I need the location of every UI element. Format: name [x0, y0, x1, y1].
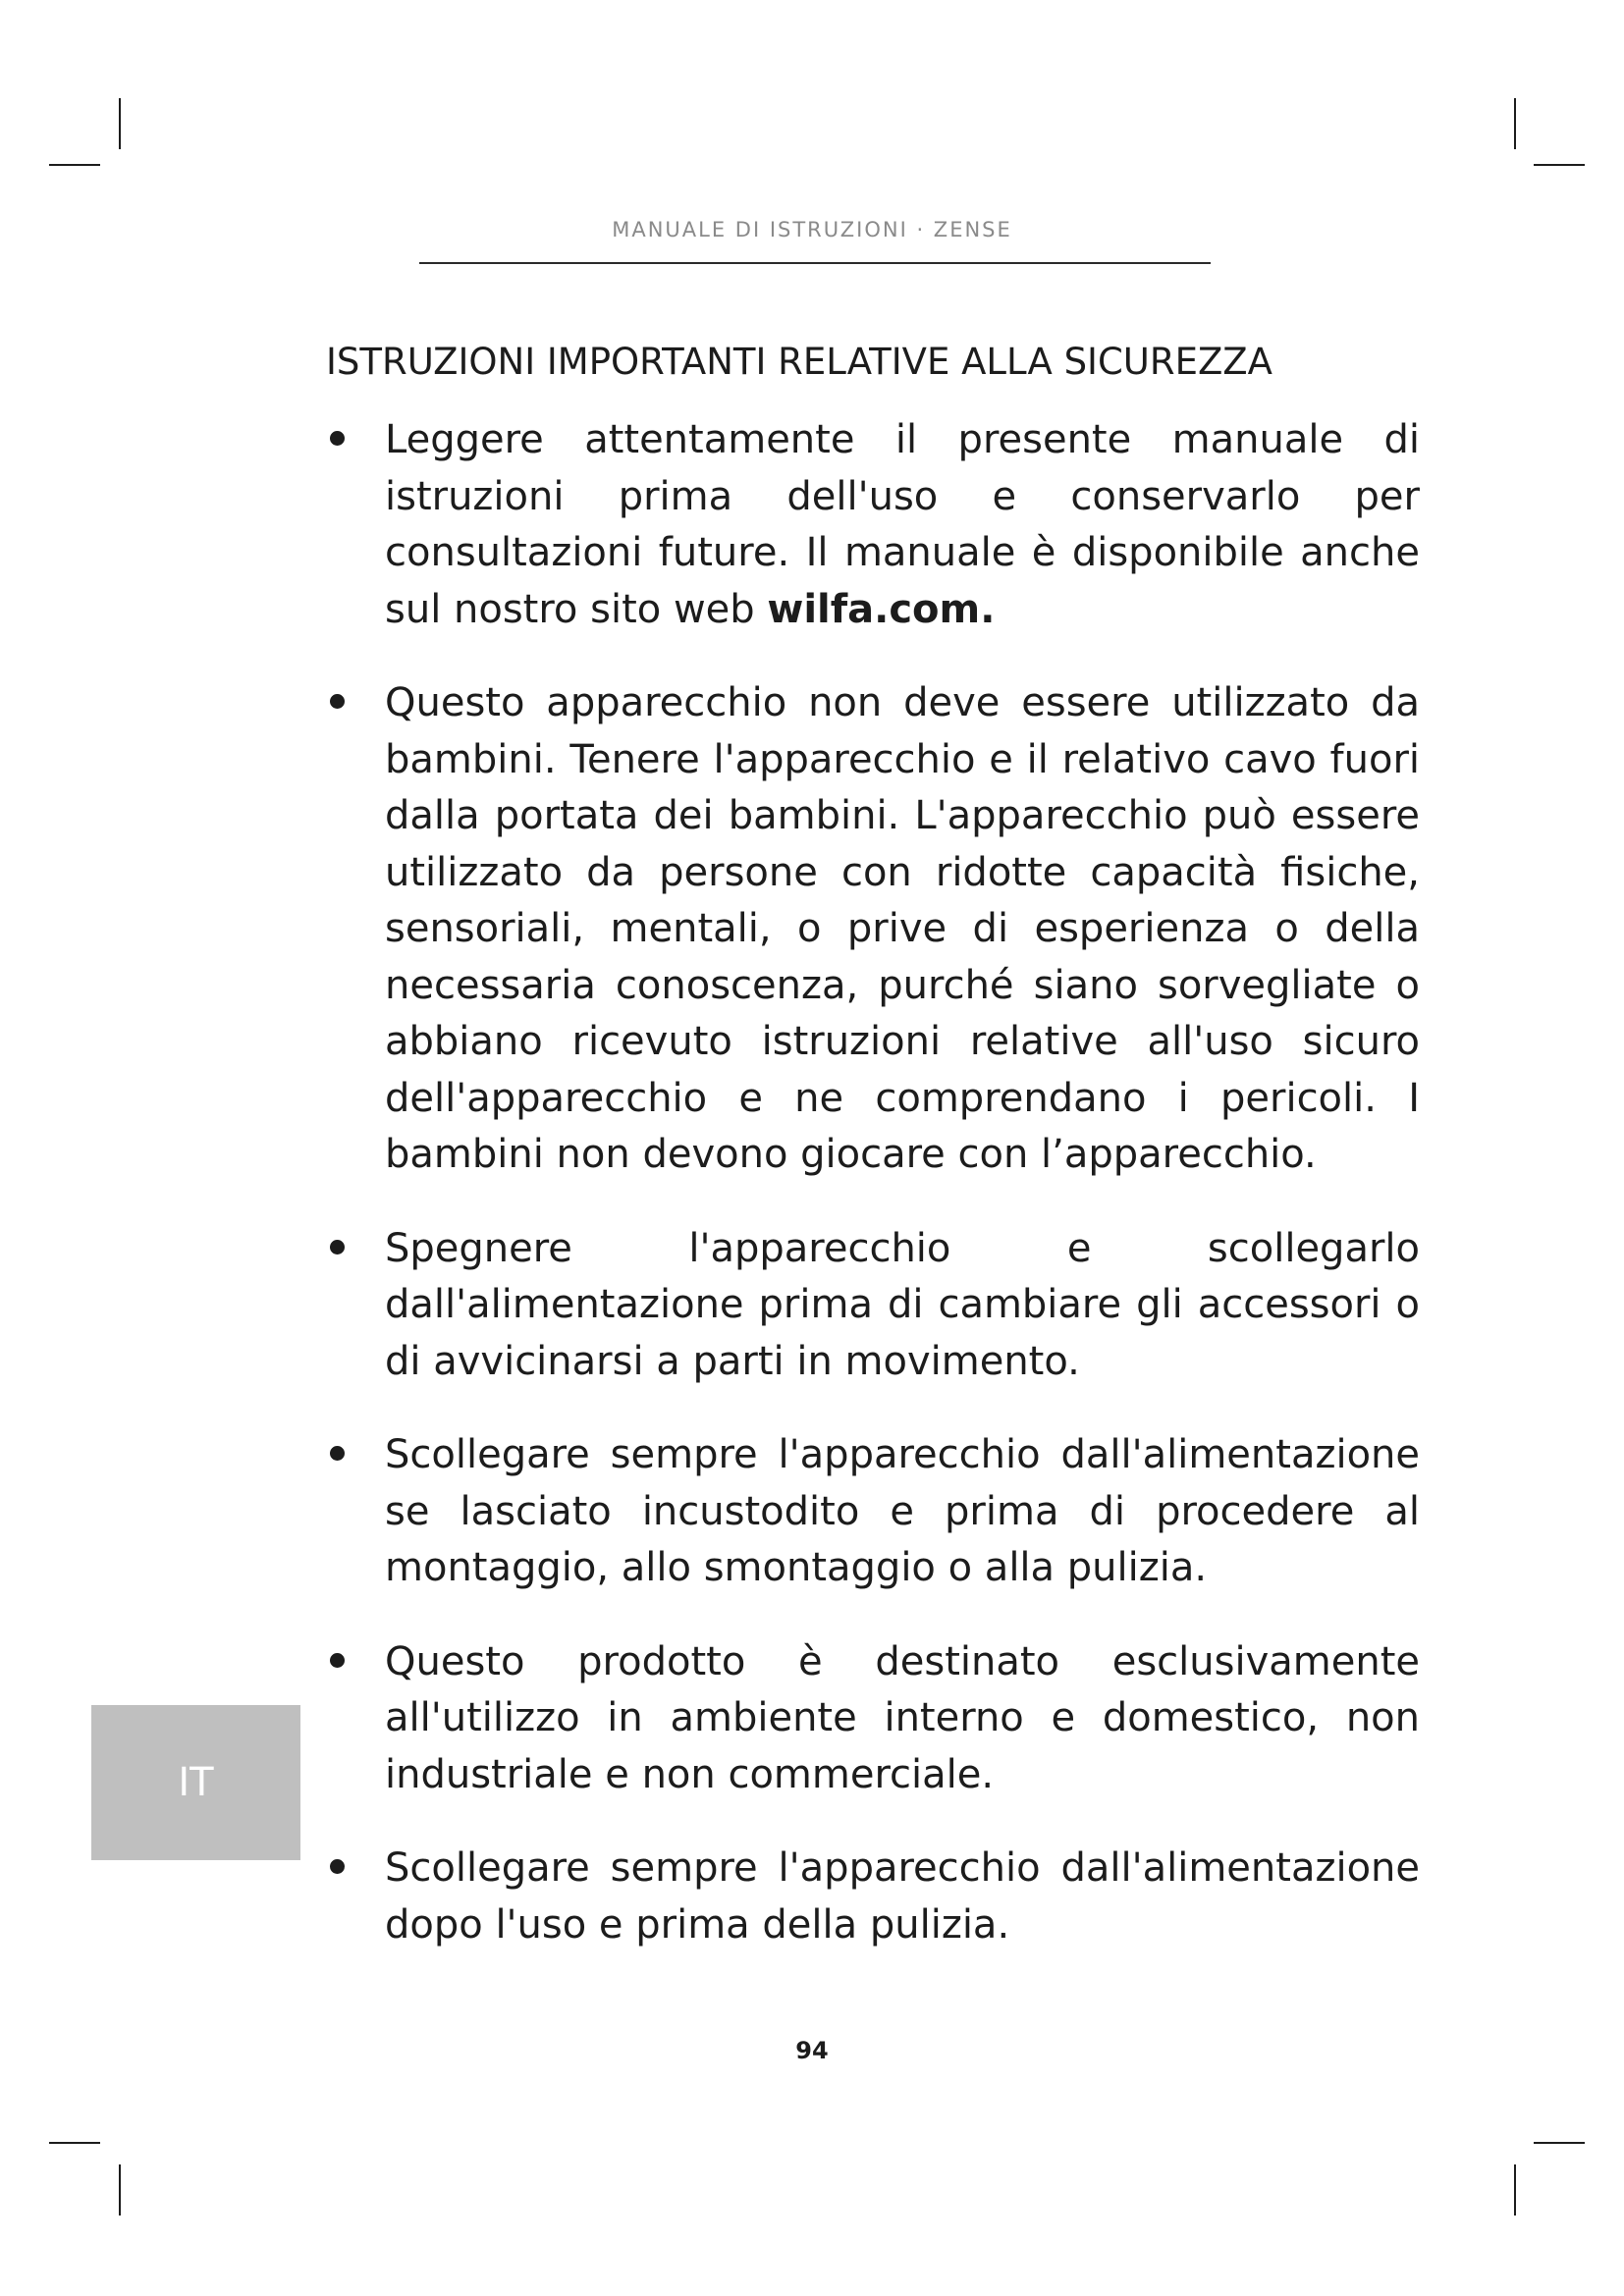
running-header: MANUALE DI ISTRUZIONI · ZENSE [612, 218, 1012, 241]
bullet-dot-icon [330, 431, 345, 446]
page-number: 94 [795, 2037, 829, 2064]
section-title: ISTRUZIONI IMPORTANTI RELATIVE ALLA SICUREZZA [326, 341, 1272, 383]
bullet-text-4: Scollegare sempre l'apparecchio dall'alimentazione se lasciato incustodito e prima di procedere al montaggio, allo smontaggio o alla pulizia. [385, 1432, 1420, 1590]
crop-mark-top-left-vertical [119, 98, 121, 149]
crop-mark-top-right-vertical [1514, 98, 1516, 149]
bullet-item-3 [326, 1221, 1420, 1391]
crop-mark-bottom-left-vertical [119, 2164, 121, 2216]
bullet-dot-icon [330, 1240, 345, 1255]
bullet-text-3: Spegnere l'apparecchio e scollegarlo dall'alimentazione prima di cambiare gli accessori o di avvicinarsi a parti in movimento. [385, 1225, 1420, 1384]
website-link-text: wilfa.com. [767, 586, 996, 632]
bullet-item-4 [326, 1427, 1420, 1597]
header-rule [419, 262, 1211, 264]
crop-mark-bottom-right-horizontal [1534, 2142, 1585, 2144]
bullet-item-6 [326, 1841, 1420, 1953]
crop-mark-top-left-horizontal [49, 164, 100, 166]
bullet-dot-icon [330, 1446, 345, 1461]
bullet-text-6: Scollegare sempre l'apparecchio dall'alimentazione dopo l'uso e prima della pulizia. [385, 1845, 1420, 1948]
crop-mark-bottom-left-horizontal [49, 2142, 100, 2144]
bullet-item-5 [326, 1634, 1420, 1804]
language-tab [91, 1705, 300, 1860]
crop-mark-bottom-right-vertical [1514, 2164, 1516, 2216]
crop-mark-top-right-horizontal [1534, 164, 1585, 166]
bullet-text-5: Questo prodotto è destinato esclusivamente all'utilizzo in ambiente interno e domestico, non industriale e non commerciale. [385, 1638, 1420, 1797]
bullet-item-1 [326, 412, 1420, 638]
bullet-item-2 [326, 675, 1420, 1184]
bullet-text-2: Questo apparecchio non deve essere utilizzato da bambini. Tenere l'apparecchio e il relativo cavo fuori dalla portata dei bambini. L'apparecchio può essere utilizzato da persone con ridotte capacità fisiche, sensoriali, mentali, o prive di esperienza o della necessaria conoscenza, purché siano sorvegliate o abbiano ricevuto istruzioni relative all'uso sicuro dell'apparecchio e ne comprendano i pericoli. I bambini non devono giocare con l’apparecchio. [385, 680, 1420, 1177]
bullet-dot-icon [330, 1653, 345, 1668]
bullet-dot-icon [330, 1859, 345, 1874]
bullet-text-1: Leggere attentamente il presente manuale di istruzioni prima dell'uso e conservarlo per consultazioni future. Il manuale è disponibile anche sul nostro sito web wilfa.com. [385, 417, 1420, 632]
language-tab-label: IT [178, 1760, 214, 1805]
bullet-dot-icon [330, 694, 345, 709]
safety-bullet-list [326, 412, 1420, 1953]
